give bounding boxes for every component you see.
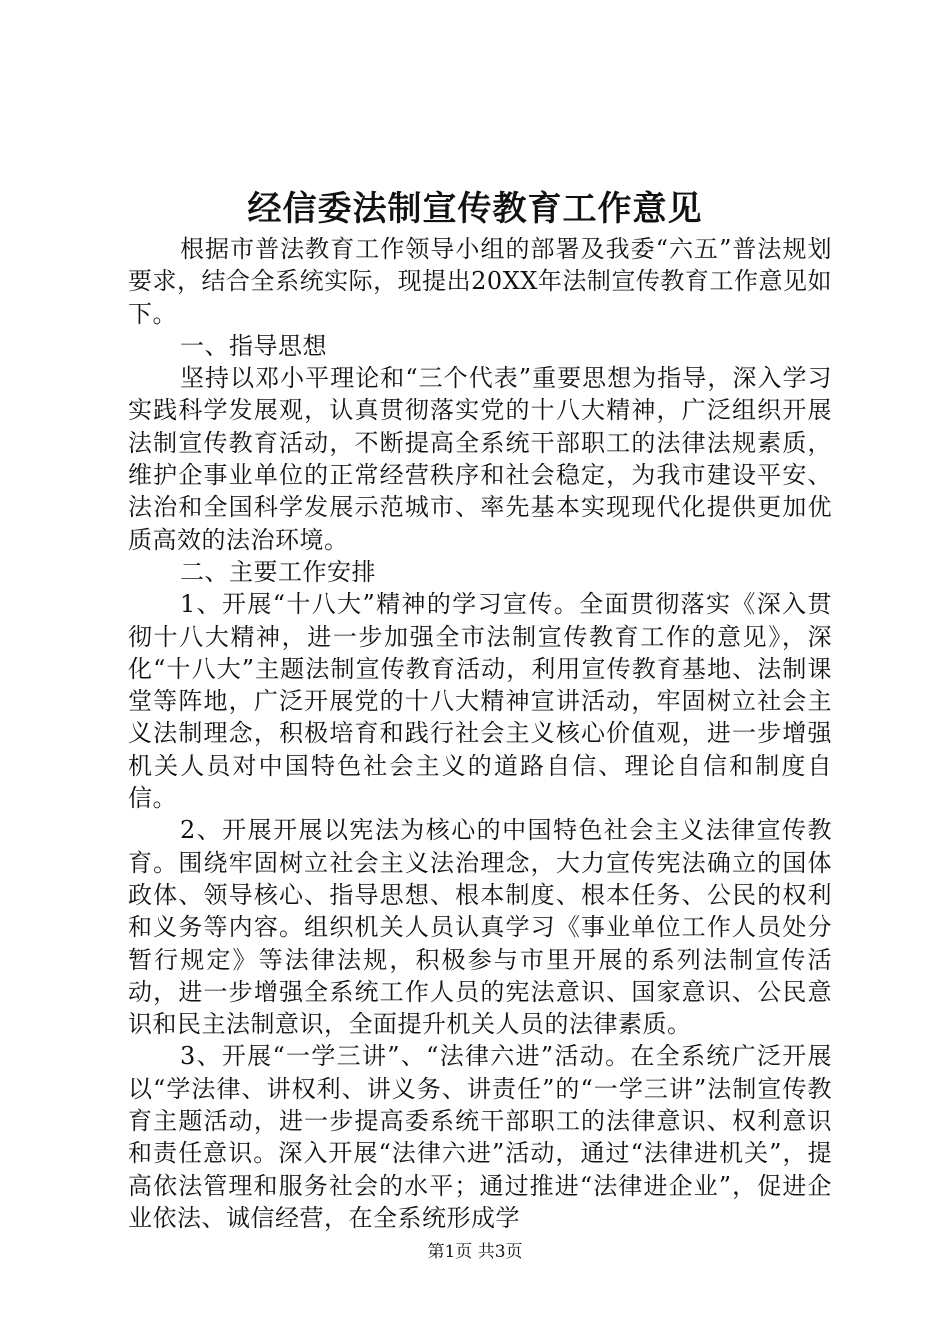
document-body [128, 233, 832, 1234]
guiding-ideology-paragraph: 坚持以邓小平理论和“三个代表”重要思想为指导，深入学习实践科学发展观，认真贯彻落实党的十八大精神，广泛组织开展法制宣传教育活动，不断提高全系统干部职工的法律法规素质，维护企事业单位的正常经营秩序和社会稳定，为我市建设平安、法治和全国科学发展示范城市、率先基本实现现代化提供更加优质高效的法治环境。 [128, 364, 832, 554]
work-item-3-paragraph: 3、开展“一学三讲”、“法律六进”活动。在全系统广泛开展以“学法律、讲权利、讲义务、讲责任”的“一学三讲”法制宣传教育主题活动，进一步提高委系统干部职工的法律意识、权利意识和责任意识。深入开展“法律六进”活动，通过“法律进机关”，提高依法管理和服务社会的水平；通过推进“法律进企业”，促进企业依法、诚信经营，在全系统形成学 [128, 1042, 832, 1232]
page-number-footer: 第1页 共3页 [427, 1242, 523, 1262]
section-heading-guiding-ideology: 一、指导思想 [180, 331, 327, 360]
work-item-2-paragraph: 2、开展开展以宪法为核心的中国特色社会主义法律宣传教育。围绕牢固树立社会主义法治理念，大力宣传宪法确立的国体政体、领导核心、指导思想、根本制度、根本任务、公民的权利和义务等内容。组织机关人员认真学习《事业单位工作人员处分暂行规定》等法律法规，积极参与市里开展的系列法制宣传活动，进一步增强全系统工作人员的宪法意识、国家意识、公民意识和民主法制意识，全面提升机关人员的法律素质。 [128, 816, 832, 1039]
work-item-1-paragraph: 1、开展“十八大”精神的学习宣传。全面贯彻落实《深入贯彻十八大精神，进一步加强全市法制宣传教育工作的意见》，深化“十八大”主题法制宣传教育活动，利用宣传教育基地、法制课堂等阵地，广泛开展党的十八大精神宣讲活动，牢固树立社会主义法制理念，积极培育和践行社会主义核心价值观，进一步增强机关人员对中国特色社会主义的道路自信、理论自信和制度自信。 [128, 590, 832, 813]
intro-paragraph: 根据市普法教育工作领导小组的部署及我委“六五”普法规划要求，结合全系统实际，现提出20XX年法制宣传教育工作意见如下。 [128, 235, 832, 328]
section-heading-main-work: 二、主要工作安排 [180, 557, 376, 586]
document-title: 经信委法制宣传教育工作意见 [247, 189, 703, 229]
